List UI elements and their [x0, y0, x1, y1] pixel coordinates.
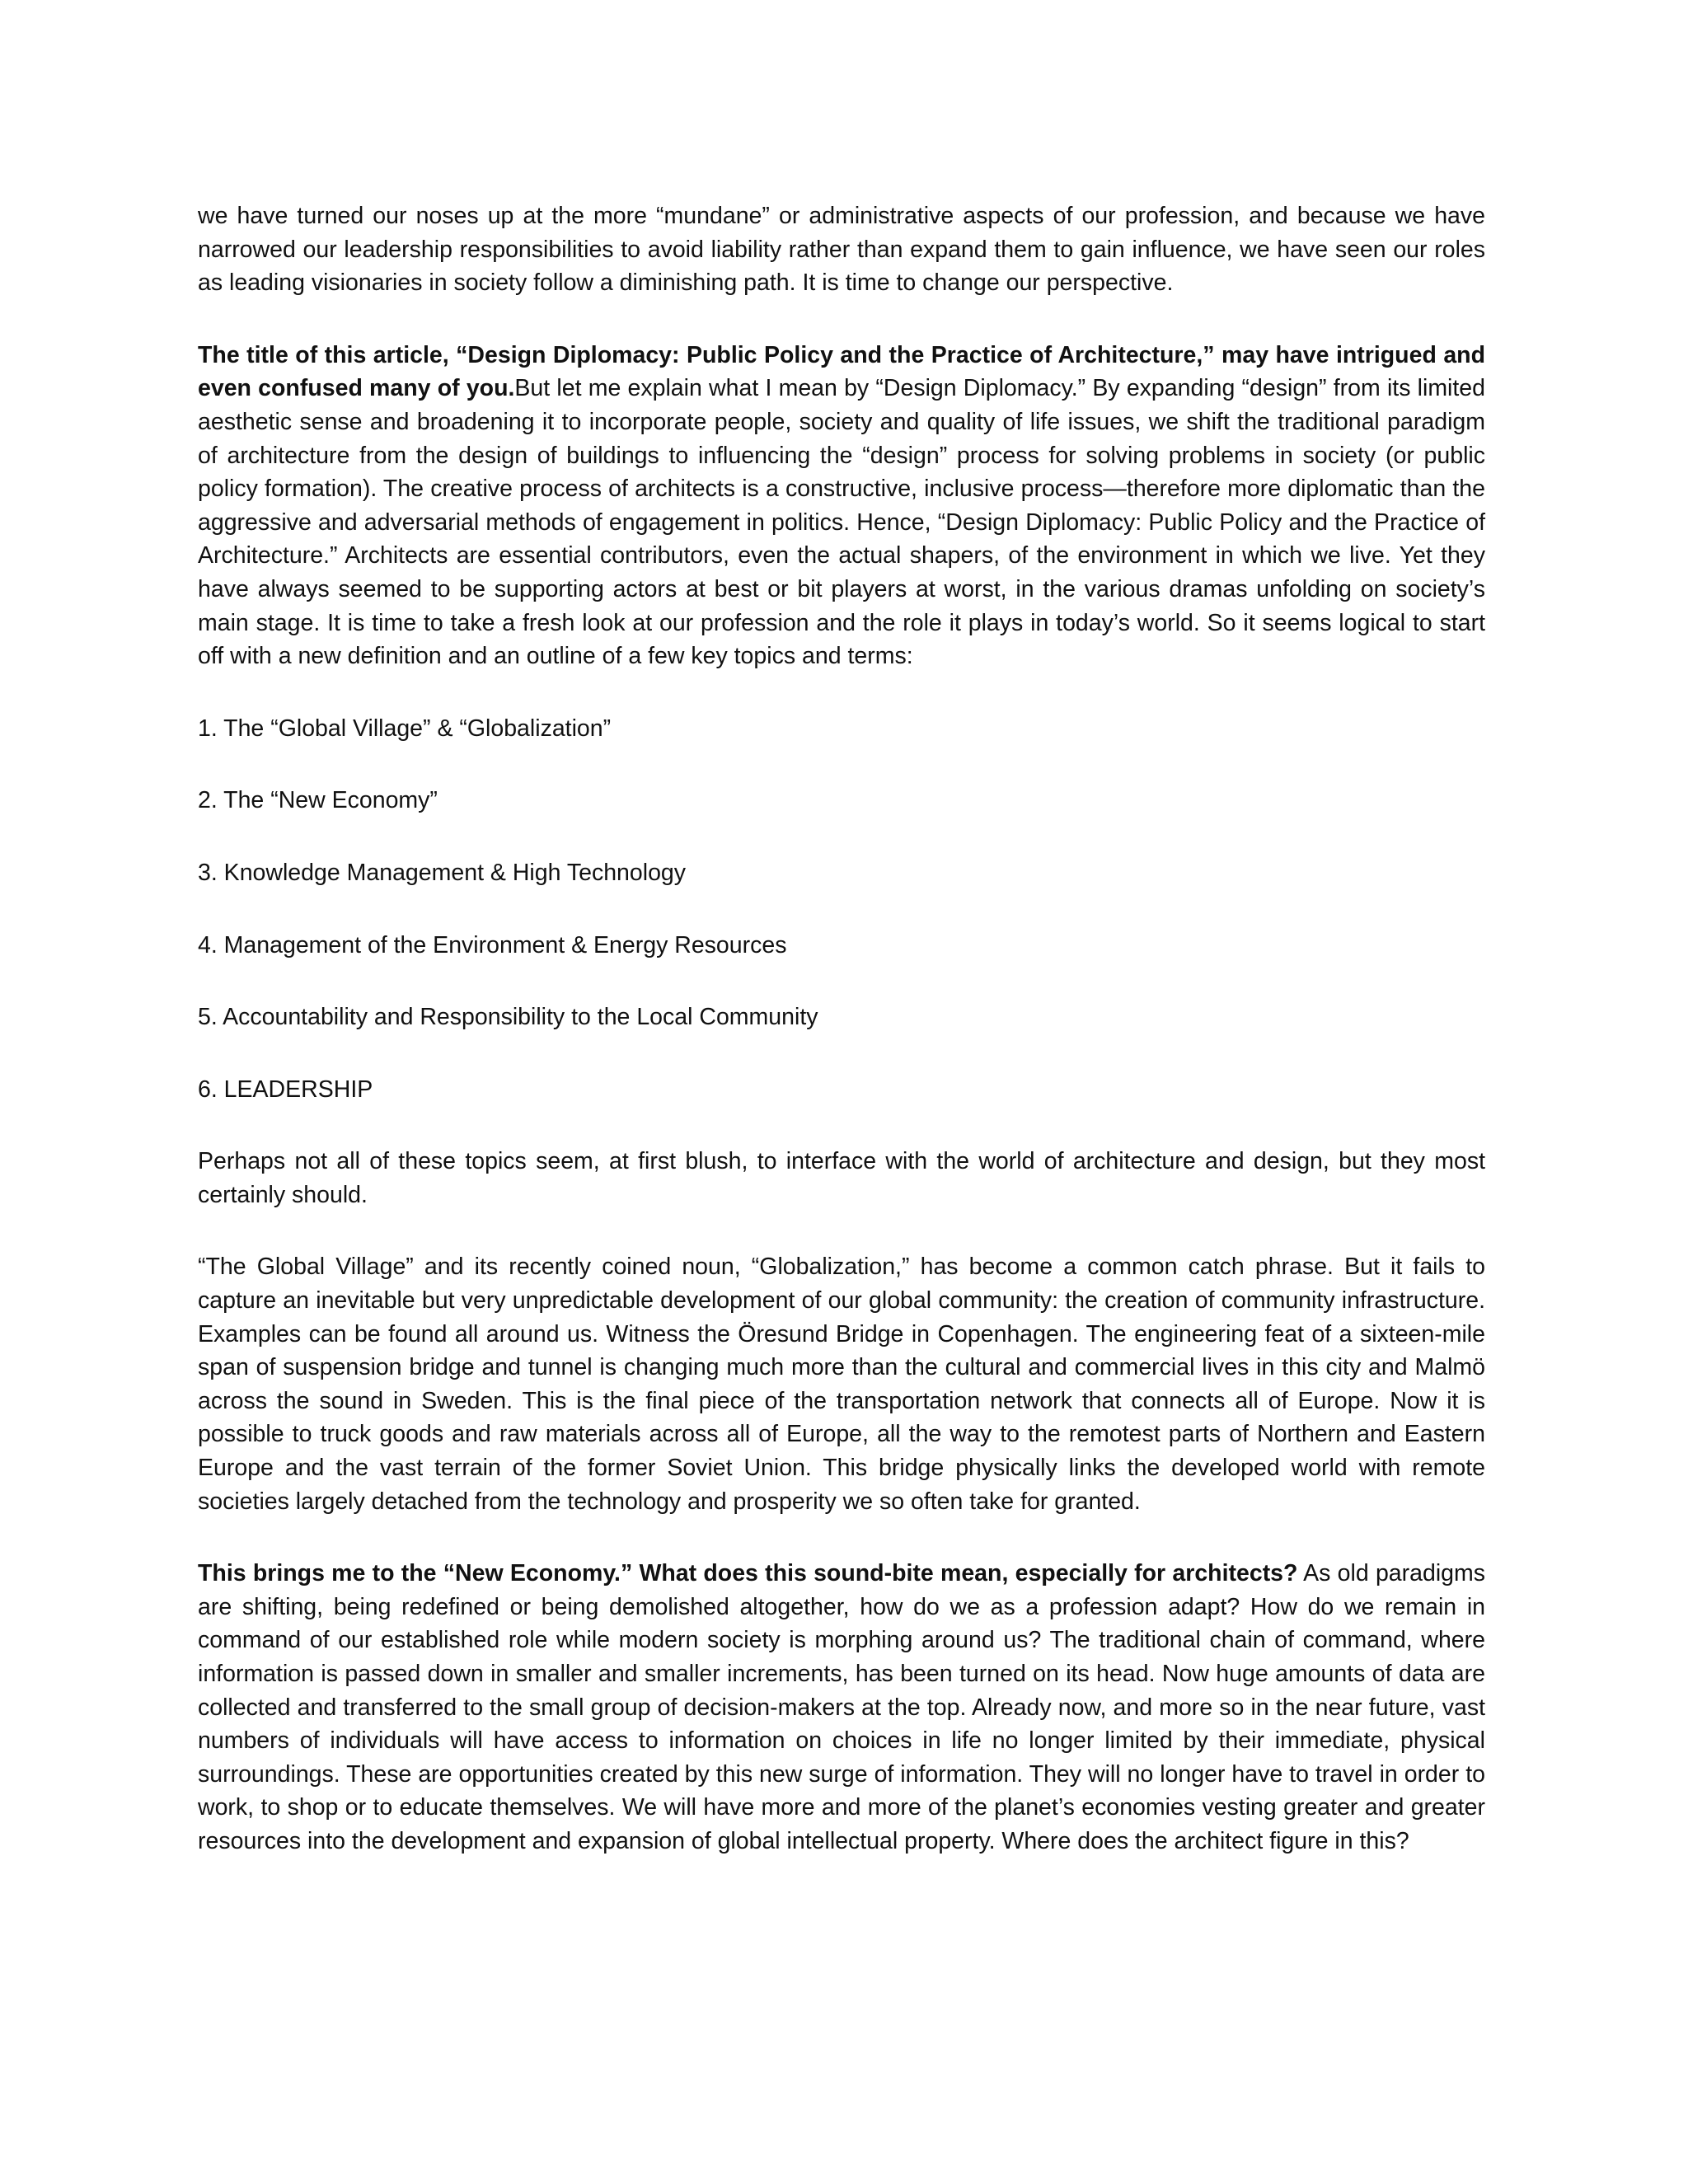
document-page — [198, 199, 1485, 1897]
list-item: 5. Accountability and Responsibility to the Local Community — [198, 1004, 818, 1031]
paragraph-text: As old paradigms are shifting, being redefined or being demolished altogether, how do we as a profession adapt? How do we remain in command of our established role while modern society is morphing around us? The traditional chain of command, where information is passed down in smaller and smaller increments, has been turned on its head. Now huge amounts of data are collected and transferred to the small group of decision-makers at the top. Already now, and more so in the near future, vast numbers of individuals will have access to information on choices in life no longer limited by their immediate, physical surroundings. These are opportunities created by this new surge of information. They will no longer have to travel in order to work, to shop or to educate themselves. We will have more and more of the planet’s economies vesting greater and greater resources into the development and expansion of global intellectual property. Where does the architect figure in this? — [198, 1560, 1486, 1854]
paragraph-bold-lead: This brings me to the “New Economy.” What does this sound-bite mean, especially for architects? — [198, 1560, 1298, 1587]
list-item: 4. Management of the Environment & Energy Resources — [198, 931, 787, 958]
paragraph-text: we have turned our noses up at the more “mundane” or administrative aspects of our profession, and because we have narrowed our leadership responsibilities to avoid liability rather than expand them to gain influence, we have seen our roles as leading visionaries in society follow a diminishing path. It is time to change our perspective. — [198, 203, 1485, 297]
paragraph-design-diplomacy — [198, 339, 1485, 673]
paragraph-intro — [198, 199, 1485, 300]
paragraph-bold-lead: The title of this article, “Design Diplomacy: Public Policy and the Practice of Architecture,” may have intrigued and even confused many of you. — [198, 341, 1485, 402]
paragraph-text: “The Global Village” and its recently coined noun, “Globalization,” has become a common catch phrase. But it fails to capture an inevitable but very unpredictable development of our global community: the creation of community infrastructure. Examples can be found all around us. Witness the Öresund Bridge in Copenhagen. The engineering feat of a sixteen-mile span of suspension bridge and tunnel is changing much more than the cultural and commercial lives in this city and Malmö across the sound in Sweden. This is the final piece of the transportation network that connects all of Europe. Now it is possible to truck goods and raw materials across all of Europe, all the way to the remotest parts of Northern and Eastern Europe and the vast terrain of the former Soviet Union. This bridge physically links the developed world with remote societies largely detached from the technology and prosperity we so often take for granted. — [198, 1254, 1485, 1515]
list-item: 6. LEADERSHIP — [198, 1076, 373, 1103]
paragraph-new-economy — [198, 1557, 1485, 1858]
list-item: 1. The “Global Village” & “Globalization” — [198, 715, 612, 742]
paragraph-text: But let me explain what I mean by “Design Diplomacy.” By expanding “design” from its limited aesthetic sense and broadening it to incorporate people, society and quality of life issues, we shift the traditional paradigm of architecture from the design of buildings to influencing the “design” process for solving problems in society (or public policy formation). The creative process of architects is a constructive, inclusive process—therefore more diplomatic than the aggressive and adversarial methods of engagement in politics. Hence, “Design Diplomacy: Public Policy and the Practice of Architecture.” Architects are essential contributors, even the actual shapers, of the environment in which we live. Yet they have always seemed to be supporting actors at best or bit players at worst, in the various dramas unfolding on society’s main stage. It is time to take a fresh look at our profession and the role it plays in today’s world. So it seems logical to start off with a new definition and an outline of a few key topics and terms: — [198, 375, 1486, 670]
paragraph-global-village — [198, 1250, 1485, 1518]
list-item: 3. Knowledge Management & High Technology — [198, 859, 687, 886]
paragraph-topics-interface — [198, 1145, 1485, 1212]
topic-list — [198, 712, 1485, 1107]
list-item: 2. The “New Economy” — [198, 787, 438, 814]
paragraph-text: Perhaps not all of these topics seem, at first blush, to interface with the world of architecture and design, but they most certainly should. — [198, 1148, 1485, 1208]
